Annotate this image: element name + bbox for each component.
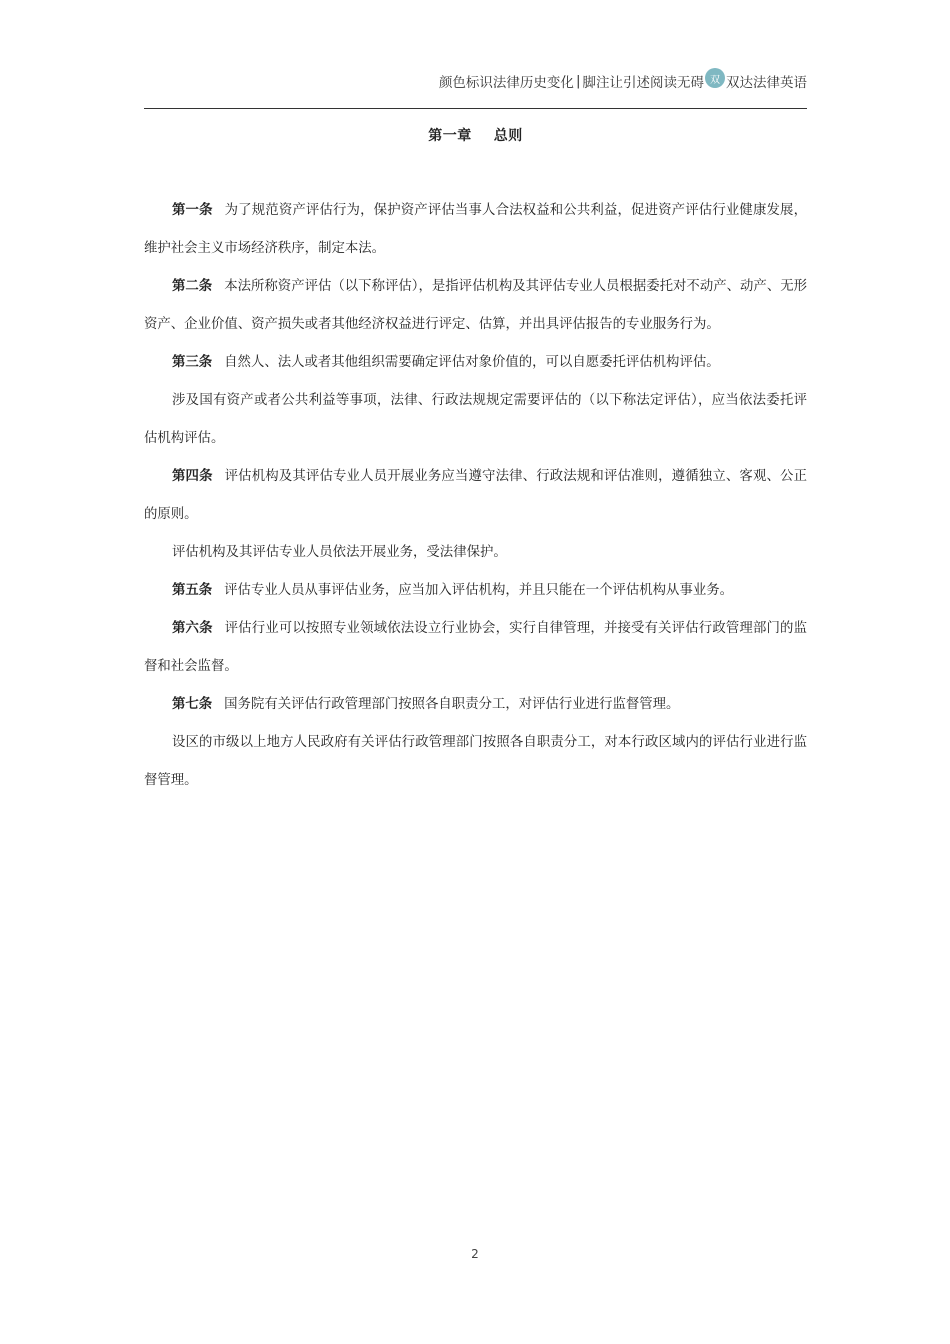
document-body [144,192,807,800]
article-number: 第一条 [172,203,213,218]
brand-logo-icon: 双 [705,68,725,88]
article-number: 第五条 [172,583,213,598]
paragraph-text: 本法所称资产评估（以下称评估），是指评估机构及其评估专业人员根据委托对不动产、动产、无形资产、企业价值、资产损失或者其他经济权益进行评定、估算，并出具评估报告的专业服务行为。 [144,279,808,332]
header-tagline-footnotes: 脚注让引述阅读无碍 [582,75,704,91]
article-number: 第三条 [172,355,213,370]
paragraph-text: 涉及国有资产或者公共利益等事项，法律、行政法规规定需要评估的（以下称法定评估），应当依法委托评估机构评估。 [144,393,807,446]
page-number: 2 [471,1247,479,1261]
paragraph [144,344,807,382]
paragraph-text: 为了规范资产评估行为，保护资产评估当事人合法权益和公共利益，促进资产评估行业健康发展，维护社会主义市场经济秩序，制定本法。 [144,203,807,256]
chapter-number: 第一章 [428,128,472,144]
article-number: 第四条 [172,469,213,484]
paragraph-text: 评估行业可以按照专业领域依法设立行业协会，实行自律管理，并接受有关评估行政管理部门的监督和社会监督。 [144,621,807,674]
paragraph [144,724,807,800]
paragraph-text: 自然人、法人或者其他组织需要确定评估对象价值的，可以自愿委托评估机构评估。 [224,355,720,370]
paragraph-text: 评估机构及其评估专业人员开展业务应当遵守法律、行政法规和评估准则，遵循独立、客观、公正的原则。 [144,469,807,522]
chapter-title: 总则 [493,128,523,144]
paragraph-text: 评估机构及其评估专业人员依法开展业务，受法律保护。 [172,545,507,560]
article-number: 第七条 [172,697,213,712]
paragraph [144,686,807,724]
paragraph-text: 评估专业人员从事评估业务，应当加入评估机构，并且只能在一个评估机构从事业务。 [224,583,734,598]
paragraph [144,534,807,572]
article-number: 第六条 [172,621,213,636]
page-header [439,66,807,96]
paragraph [144,382,807,458]
header-separator: | [575,73,581,89]
header-tagline-colors: 颜色标识法律历史变化 [438,75,574,91]
chapter-heading [144,125,807,145]
paragraph [144,192,807,268]
paragraph-text: 设区的市级以上地方人民政府有关评估行政管理部门按照各自职责分工，对本行政区域内的评估行业进行监督管理。 [144,735,807,788]
paragraph-text: 国务院有关评估行政管理部门按照各自职责分工，对评估行业进行监督管理。 [224,697,680,712]
header-brand-name: 双达法律英语 [726,75,807,91]
header-divider [144,108,807,109]
paragraph [144,610,807,686]
article-number: 第二条 [172,279,213,294]
paragraph [144,458,807,534]
paragraph [144,268,807,344]
paragraph [144,572,807,610]
